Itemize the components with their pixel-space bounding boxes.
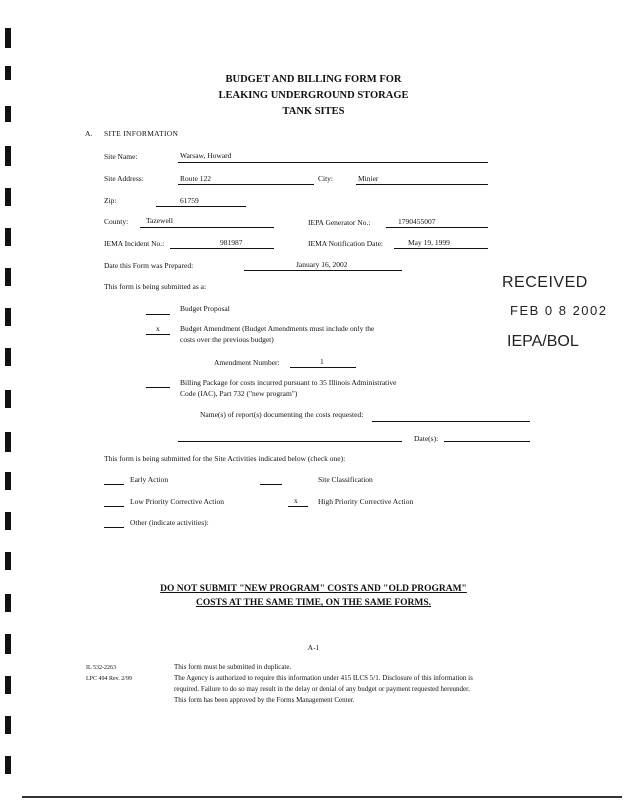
- received-stamp-date: FEB 0 8 2002: [510, 303, 608, 318]
- binder-mark: [5, 472, 11, 490]
- site-classification-checkbox[interactable]: [260, 484, 282, 485]
- binder-mark: [5, 390, 11, 408]
- site-name-line: [178, 162, 488, 163]
- budget-proposal-label: Budget Proposal: [180, 304, 230, 313]
- binder-mark: [5, 716, 11, 734]
- amendment-number-line: [290, 367, 356, 368]
- billing-package-label-1: Billing Package for costs incurred pursuant to 35 Illinois Administrative: [180, 378, 397, 387]
- site-classification-label: Site Classification: [318, 475, 373, 484]
- county-label: County:: [104, 217, 129, 226]
- other-checkbox[interactable]: [104, 527, 124, 528]
- binder-mark: [5, 512, 11, 530]
- notification-line: [394, 248, 488, 249]
- site-address-label: Site Address:: [104, 174, 144, 183]
- footer-line-2: The Agency is authorized to require this information under 415 ILCS 5/1. Disclosure of this information is: [174, 674, 473, 682]
- binder-mark: [5, 28, 11, 48]
- incident-line: [170, 248, 274, 249]
- billing-package-label-2: Code (IAC), Part 732 ("new program"): [180, 389, 298, 398]
- reports-line-2[interactable]: [178, 441, 402, 442]
- notification-label: IEMA Notification Date:: [308, 239, 383, 248]
- city-value[interactable]: Minier: [358, 174, 379, 183]
- high-priority-mark: x: [294, 496, 298, 505]
- binder-mark: [5, 228, 11, 246]
- county-line: [140, 227, 274, 228]
- early-action-checkbox[interactable]: [104, 484, 124, 485]
- zip-value[interactable]: 61759: [180, 196, 199, 205]
- city-label: City:: [318, 174, 334, 183]
- high-priority-label: High Priority Corrective Action: [318, 497, 414, 506]
- generator-line: [386, 227, 488, 228]
- amendment-number-label: Amendment Number:: [214, 358, 280, 367]
- title-line-3: TANK SITES: [282, 106, 345, 117]
- dates-label: Date(s):: [414, 434, 439, 443]
- city-line: [356, 184, 488, 185]
- early-action-label: Early Action: [130, 475, 169, 484]
- billing-package-checkbox[interactable]: [146, 387, 170, 388]
- binder-mark: [5, 268, 11, 286]
- warning-line-2: COSTS AT THE SAME TIME, ON THE SAME FORMS.: [195, 598, 432, 608]
- binder-mark: [5, 756, 11, 774]
- binder-mark: [5, 552, 11, 570]
- low-priority-label: Low Priority Corrective Action: [130, 497, 224, 506]
- activities-intro: This form is being submitted for the Site Activities indicated below (check one):: [104, 454, 346, 463]
- received-stamp: RECEIVED: [502, 274, 588, 291]
- page-number: A-1: [307, 643, 320, 652]
- site-name-label: Site Name:: [104, 152, 138, 161]
- binder-mark: [5, 188, 11, 206]
- other-label: Other (indicate activities):: [130, 518, 209, 527]
- low-priority-checkbox[interactable]: [104, 506, 124, 507]
- section-letter: A.: [85, 129, 93, 138]
- generator-label: IEPA Generator No.:: [308, 218, 371, 227]
- section-heading: SITE INFORMATION: [104, 129, 179, 138]
- warning-line-1: DO NOT SUBMIT "NEW PROGRAM" COSTS AND "OLD PROGRAM": [160, 584, 467, 594]
- footer-form-code-1: IL 532-2263: [86, 665, 116, 671]
- site-name-value[interactable]: Warsaw, Howard: [180, 151, 232, 160]
- binder-mark: [5, 308, 11, 326]
- scan-edge: [22, 796, 622, 798]
- title-line-1: BUDGET AND BILLING FORM FOR: [225, 74, 402, 85]
- binder-mark: [5, 676, 11, 694]
- reports-line[interactable]: [372, 421, 530, 422]
- budget-amendment-label-2: costs over the previous budget): [180, 335, 274, 344]
- date-prepared-value[interactable]: January 16, 2002: [296, 260, 348, 269]
- footer-line-4: This form has been approved by the Forms Management Center.: [174, 696, 355, 704]
- site-address-line: [178, 184, 314, 185]
- footer-form-code-2: LPC 494 Rev. 2/99: [86, 676, 132, 682]
- received-stamp-office: IEPA/BOL: [507, 333, 579, 350]
- county-value[interactable]: Tazewell: [146, 216, 173, 225]
- notification-value[interactable]: May 19, 1999: [408, 238, 450, 247]
- high-priority-checkbox[interactable]: [288, 506, 308, 507]
- submitted-as-intro: This form is being submitted as a:: [104, 282, 207, 291]
- budget-amendment-mark: x: [156, 324, 160, 333]
- amendment-number-value[interactable]: 1: [320, 357, 324, 366]
- budget-amendment-checkbox[interactable]: [146, 334, 170, 335]
- incident-value[interactable]: 981987: [220, 238, 243, 247]
- binder-mark: [5, 348, 11, 366]
- reports-label: Name(s) of report(s) documenting the costs requested:: [200, 410, 364, 419]
- zip-label: Zip:: [104, 196, 117, 205]
- title-line-2: LEAKING UNDERGROUND STORAGE: [218, 90, 409, 101]
- footer-line-3: required. Failure to do so may result in the delay or denial of any budget or payment requested hereunder.: [174, 685, 470, 693]
- budget-proposal-checkbox[interactable]: [146, 314, 170, 315]
- binder-mark: [5, 146, 11, 166]
- incident-label: IEMA Incident No.:: [104, 239, 165, 248]
- dates-line[interactable]: [444, 441, 530, 442]
- footer-line-1: This form must be submitted in duplicate.: [174, 663, 292, 671]
- budget-amendment-label-1: Budget Amendment (Budget Amendments must include only the: [180, 324, 375, 333]
- date-prepared-line: [244, 270, 402, 271]
- binder-mark: [5, 432, 11, 452]
- site-address-value[interactable]: Route 122: [180, 174, 212, 183]
- date-prepared-label: Date this Form was Prepared:: [104, 261, 194, 270]
- zip-line: [156, 206, 246, 207]
- generator-value[interactable]: 1790455007: [398, 217, 436, 226]
